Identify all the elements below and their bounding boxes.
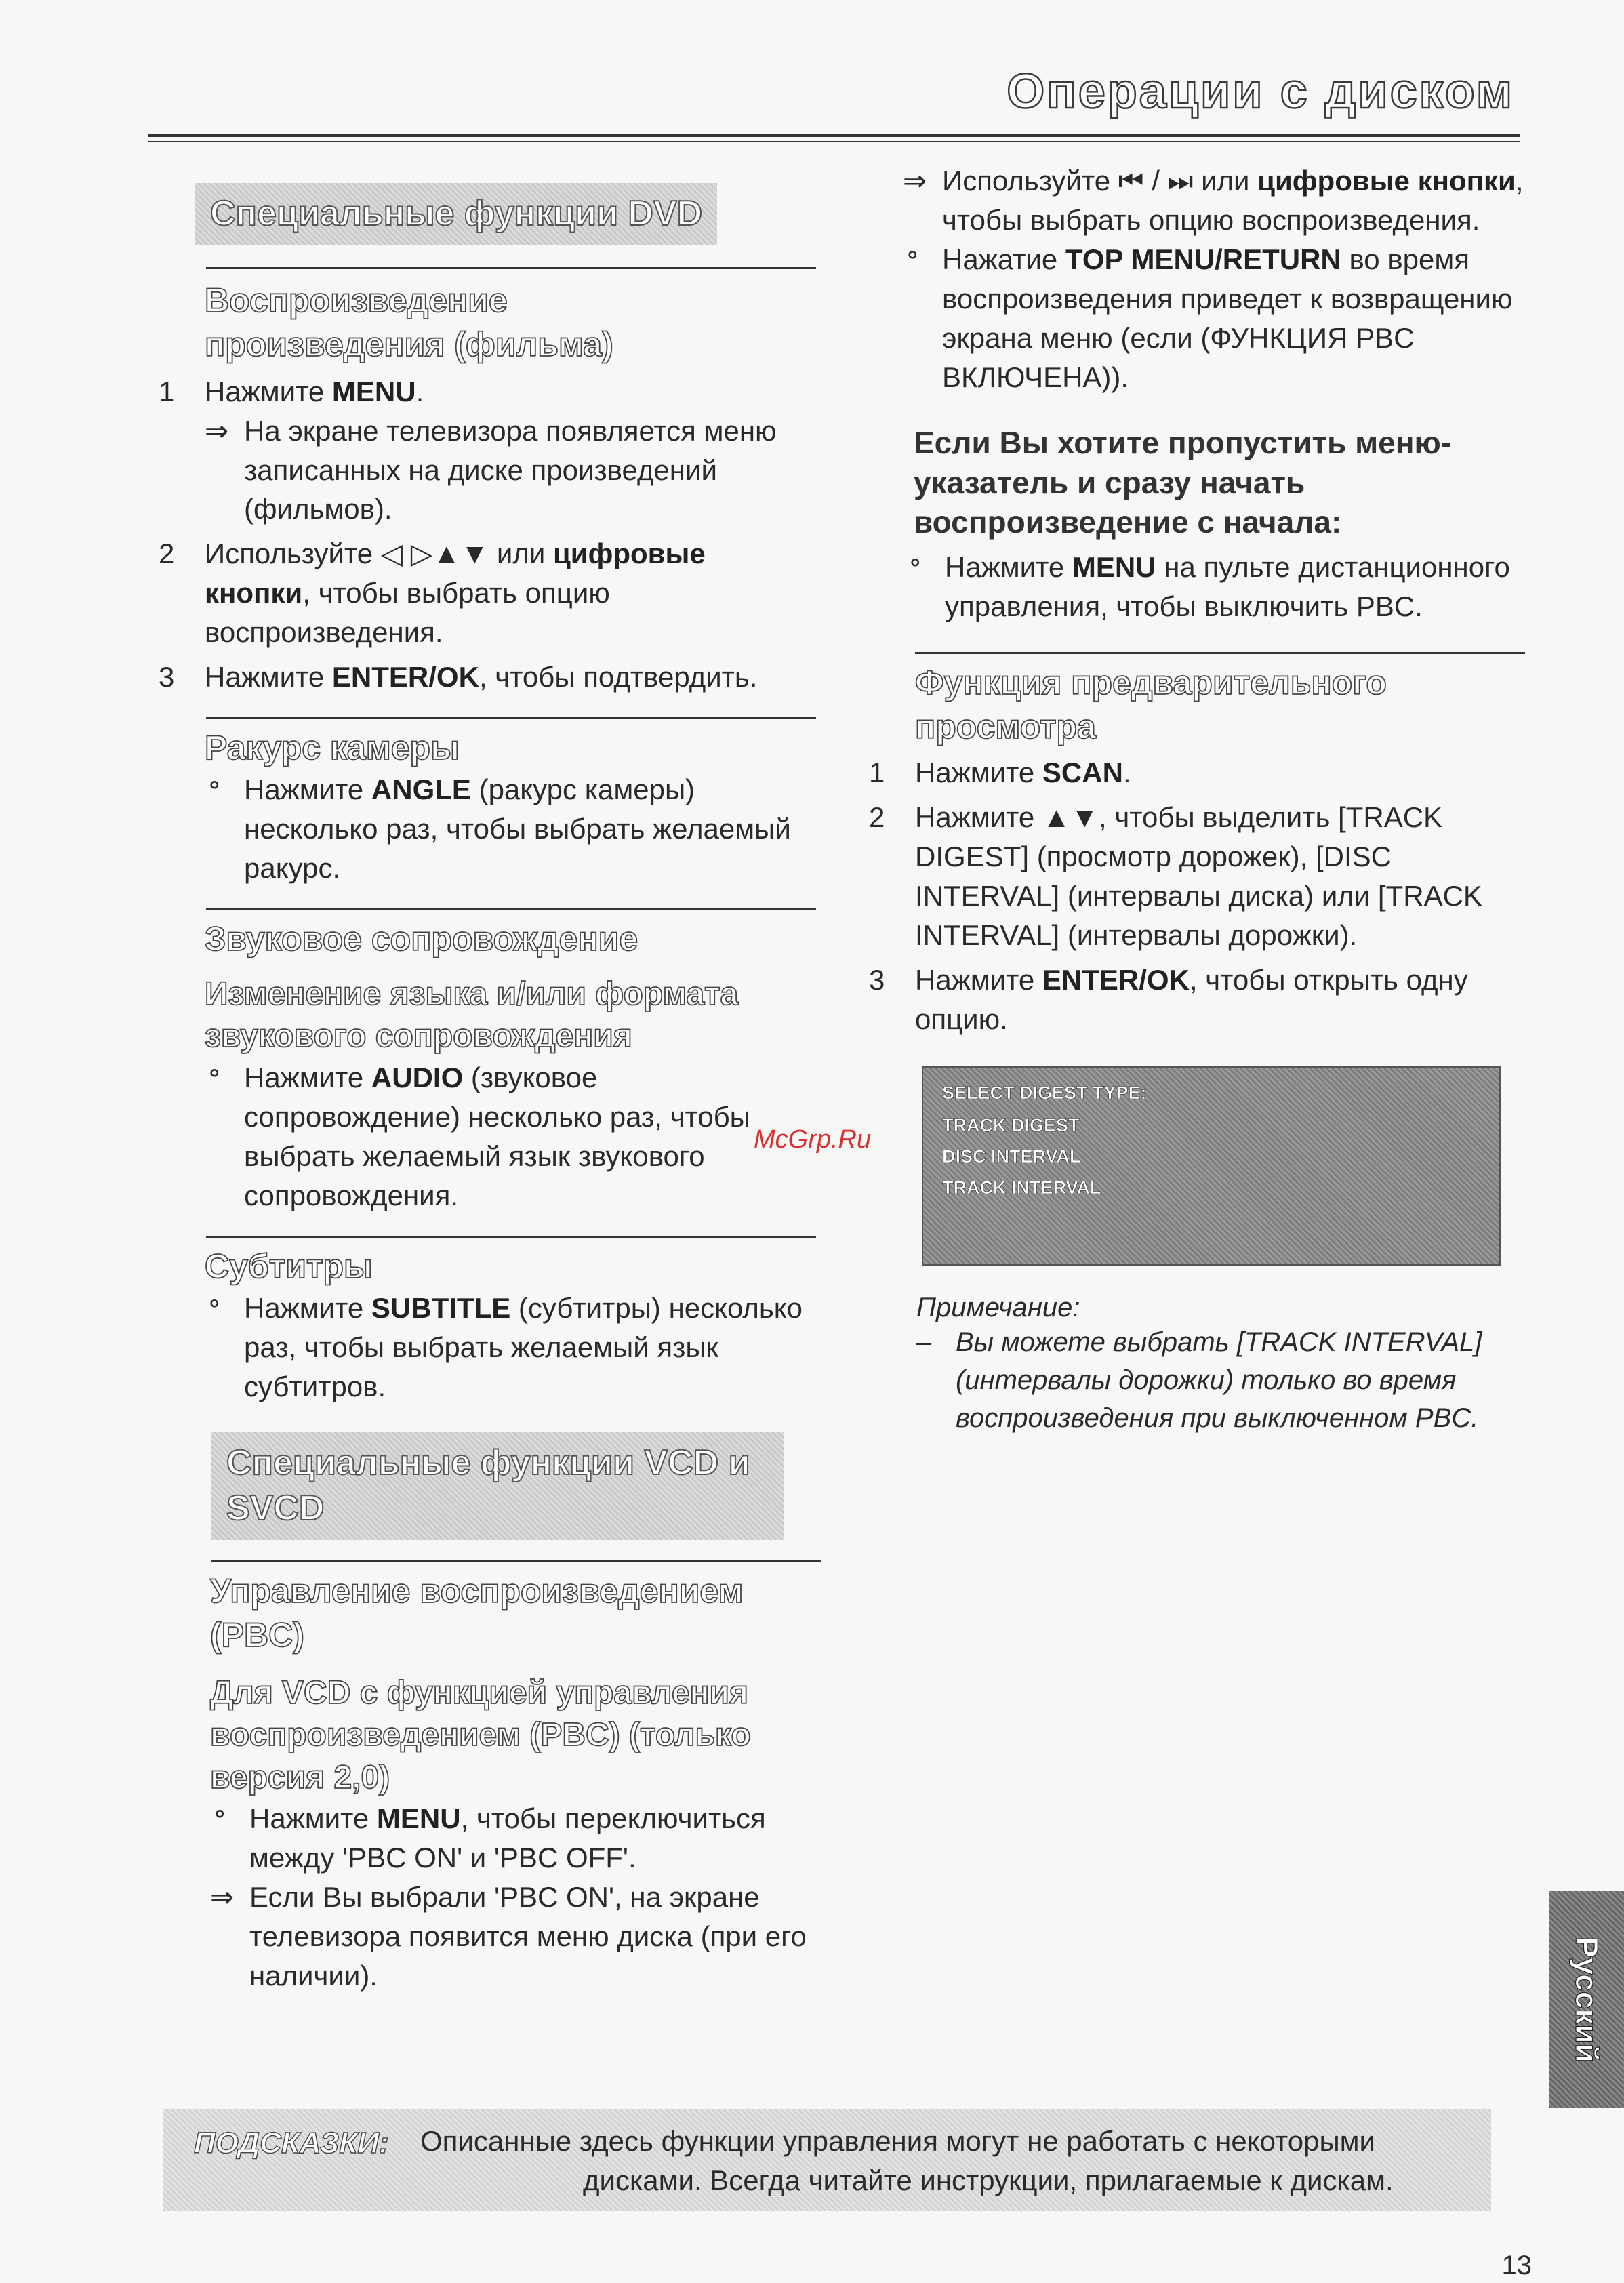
screen-line-disc-interval: DISC INTERVAL (942, 1146, 1081, 1167)
arrow-icon: ⇒ (210, 1880, 235, 1913)
vcd-functions-box: Специальные функции VCD и SVCD (211, 1432, 784, 1540)
screen-line-track-interval: TRACK INTERVAL (942, 1177, 1101, 1198)
right-column (861, 161, 1532, 1437)
angle-bullet: ⚬ Нажмите ANGLE (ракурс камеры) несколько раз, чтобы выбрать желаемый ракурс. (205, 770, 819, 888)
right-bullet-1: ⚬ Нажатие TOP MENU/RETURN во время воспроизведения приведет к возвращению экрана меню (если (ФУНКЦИЯ PBC ВКЛЮЧЕНА)). (903, 240, 1532, 397)
movie-step-2: 2 Используйте ◁ ▷▲▼ или цифровые кнопки, чтобы выбрать опцию воспроизведения. (159, 538, 706, 649)
movie-step-3: 3 Нажмите ENTER/OK, чтобы подтвердить. (159, 661, 758, 693)
page-number: 13 (1501, 2250, 1532, 2280)
preview-step-1: 1 Нажмите SCAN. (869, 756, 1131, 789)
movie-heading: Воспроизведение произведения (фильма) (205, 281, 613, 363)
note-body: – Вы можете выбрать [TRACK INTERVAL] (интервалы дорожки) только во время воспроизведения при выключенном PBC. (916, 1327, 1482, 1433)
tips-line-1: Описанные здесь функции управления могут не работать с некоторыми (420, 2125, 1376, 2157)
title-rule-thin (148, 141, 1520, 142)
divider (206, 1236, 816, 1238)
divider (211, 1560, 821, 1562)
bullet-icon: ⚬ (903, 242, 922, 268)
divider (915, 652, 1525, 654)
arrow-icon: ⇒ (903, 165, 927, 197)
bullet-icon: ⚬ (906, 550, 925, 577)
pbc-result: ⇒ Если Вы выбрали 'PBC ON', на экране телевизора появится меню диска (при его наличии). (210, 1878, 819, 1996)
divider (206, 908, 816, 910)
audio-bullet: ⚬ Нажмите AUDIO (звуковое сопровождение) несколько раз, чтобы выбрать желаемый язык звукового сопровождения. (205, 1058, 819, 1215)
movie-section (159, 279, 819, 698)
subtitles-section (205, 1245, 819, 1407)
page-title: Операции с диском (1007, 64, 1514, 119)
bullet-icon: ⚬ (205, 1291, 224, 1317)
pbc-section (210, 1569, 819, 1996)
divider (206, 267, 816, 269)
skip-menu-heading: Если Вы хотите пропустить меню- указатель и сразу начать воспроизведение с начала: (914, 424, 1452, 540)
angle-section (205, 726, 819, 888)
subtitles-heading: Субтитры (205, 1247, 373, 1285)
screen-line-track-digest: TRACK DIGEST (942, 1114, 1080, 1135)
right-arrow-1: ⇒ Используйте ⏮ / ⏭ или цифровые кнопки, чтобы выбрать опцию воспроизведения. (903, 161, 1532, 240)
arrow-icon: ⇒ (205, 414, 229, 447)
preview-step-3: 3 Нажмите ENTER/OK, чтобы открыть одну опцию. (869, 964, 1468, 1035)
preview-heading: Функция предварительного просмотра (915, 664, 1387, 746)
watermark: McGrp.Ru (754, 1125, 872, 1154)
pbc-bullet: ⚬ Нажмите MENU, чтобы переключиться между 'PBC ON' и 'PBC OFF'. (210, 1799, 819, 1878)
angle-heading: Ракурс камеры (205, 729, 460, 767)
tips-label: ПОДСКАЗКИ: (194, 2126, 389, 2160)
dvd-functions-box (195, 183, 717, 245)
tips-line-2: дисками. Всегда читайте инструкции, прилагаемые к дискам. (583, 2164, 1394, 2196)
digest-menu-screen (922, 1066, 1501, 1266)
subtitles-bullet: ⚬ Нажмите SUBTITLE (субтитры) несколько раз, чтобы выбрать желаемый язык субтитров. (205, 1289, 819, 1407)
audio-section (205, 917, 819, 1215)
note-title: Примечание: (916, 1292, 1080, 1322)
pbc-heading: Управление воспроизведением (PBC) (210, 1571, 744, 1654)
movie-step-1-result: ⇒ На экране телевизора появляется меню записанных на диске произведений (фильмов). (205, 411, 819, 529)
preview-step-2: 2 Нажмите ▲▼, чтобы выделить [TRACK DIGEST] (просмотр дорожек), [DISC INTERVAL] (интервалы диска) или [TRACK INTERVAL] (интервалы дорожки). (869, 801, 1482, 952)
bullet-icon: ⚬ (205, 1060, 224, 1087)
pbc-subheading: Для VCD с функцией управления воспроизведением (PBC) (только версия 2,0) (210, 1674, 751, 1796)
audio-heading: Звуковое сопровождение (205, 920, 638, 958)
bullet-icon: ⚬ (205, 773, 224, 799)
skip-menu-bullet: ⚬ Нажмите MENU на пульте дистанционного управления, чтобы выключить PBC. (906, 548, 1532, 626)
audio-subheading: Изменение языка и/или формата звукового сопровождения (205, 976, 739, 1055)
movie-step-1: 1 Нажмите MENU. (159, 375, 424, 407)
preview-section (869, 661, 1532, 1039)
title-rule (148, 134, 1520, 137)
tips-box (163, 2109, 1491, 2211)
language-tab: Русский (1549, 1891, 1624, 2108)
bullet-icon: ⚬ (210, 1801, 230, 1827)
dvd-functions-title: Специальные функции DVD (210, 194, 703, 233)
left-column (148, 183, 819, 1996)
divider (206, 717, 816, 719)
screen-line-title: SELECT DIGEST TYPE: (942, 1082, 1147, 1103)
